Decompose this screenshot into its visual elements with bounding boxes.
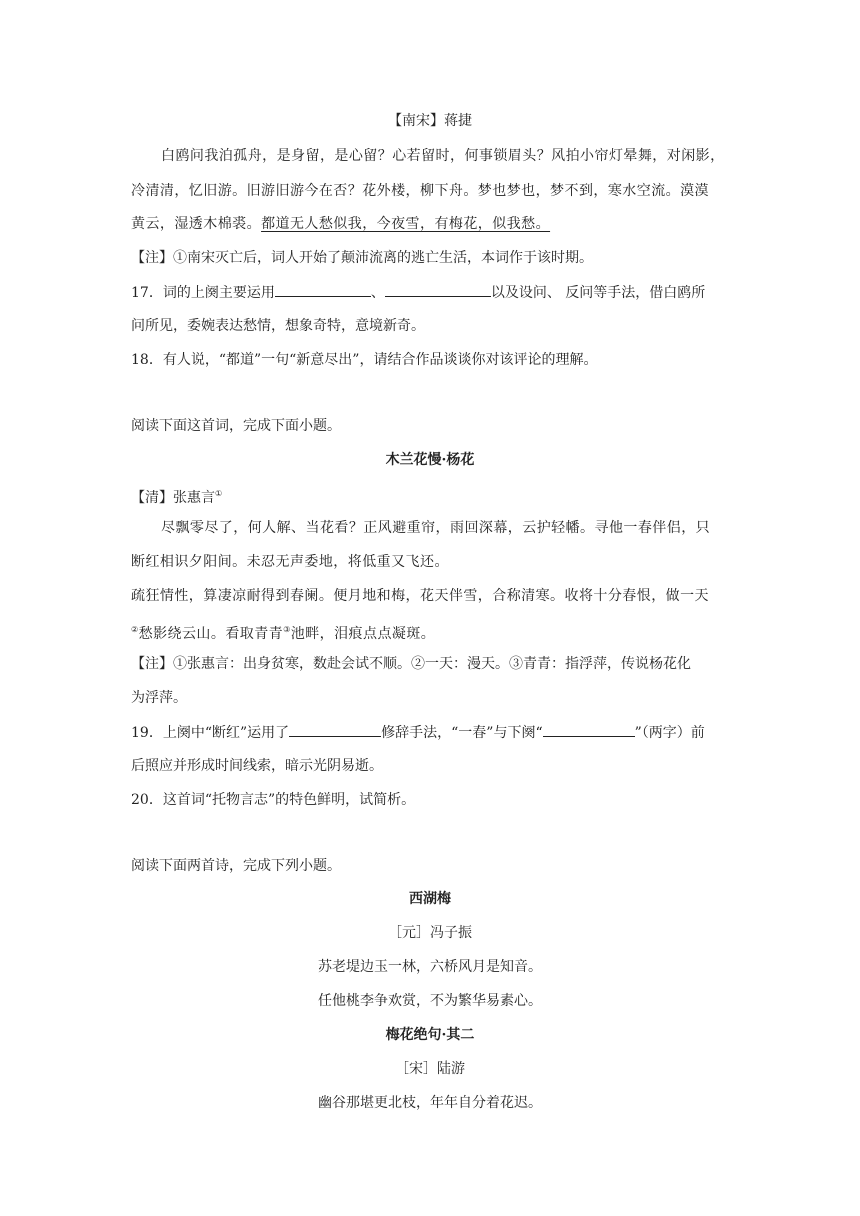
answer-blank[interactable] <box>543 722 635 737</box>
poem4-title: 梅花绝句·其二 <box>385 1027 475 1043</box>
poem1-line: 白鸥问我泊孤舟，是身留，是心留？心若留时，何事锁眉头？风拍小帘灯晕舞，对闲影， <box>161 148 725 164</box>
poem1-note: 【注】①南宋灭亡后，词人开始了颠沛流离的逃亡生活，本词作于该时期。 <box>131 250 593 266</box>
answer-blank[interactable] <box>385 282 491 297</box>
poem3-line: 任他桃李争欢赏，不为繁华易素心。 <box>318 993 542 1009</box>
poem2-note: 【注】①张惠言：出身贫寒，数赴会试不顺。②一天：漫天。③青青：指浮萍，传说杨花化 <box>131 656 691 672</box>
poem1-line: 冷清清，忆旧游。旧游旧游今在否？花外楼，柳下舟。梦也梦也，梦不到，寒水空流。漠漠 <box>131 183 709 199</box>
poem2-line: 尽飘零尽了，何人解、当花看？正风避重帘，雨回深幕，云护轻幡。寻他一春伴侣，只 <box>161 520 711 536</box>
poem2-line: 疏狂情性，算凄凉耐得到春阑。便月地和梅，花天伴雪，合称清寒。收将十分春恨，做一天 <box>131 588 709 604</box>
poem4-author: ［宋］陆游 <box>395 1061 465 1077</box>
poem1-author: 【南宋】蒋捷 <box>388 113 472 129</box>
poem3-line: 苏老堤边玉一林，六桥风月是知音。 <box>318 959 542 975</box>
poem2-author: 【清】张惠言① <box>131 489 223 506</box>
reading-instruction: 阅读下面两首诗，完成下列小题。 <box>131 858 341 874</box>
poem2-title: 木兰花慢·杨花 <box>385 452 475 468</box>
poem1-line <box>131 214 731 234</box>
question-19: 19．上阕中“断红”运用了 修辞手法，“一春”与下阕“ ”（两字）前 <box>131 722 731 743</box>
poem2-line: 断红相识夕阳间。未忍无声委地，将低重又飞还。 <box>131 554 449 570</box>
poem2-line: ②愁影绕云山。看取青青③池畔，泪痕点点凝斑。 <box>131 625 436 642</box>
poem1-text: 黄云，湿透木棉裘。 <box>131 216 262 232</box>
poem2-note-cont: 为浮萍。 <box>131 690 187 706</box>
question-17-cont: 问所见，委婉表达愁情，想象奇特，意境新奇。 <box>131 318 425 334</box>
answer-blank[interactable] <box>289 722 381 737</box>
question-17: 17．词的上阕主要运用 、 以及设问、 反问等手法，借白鸥所 <box>131 282 731 303</box>
poem1-underlined-text: 都道无人愁似我，今夜雪，有梅花，似我愁。 <box>261 216 551 232</box>
poem4-line: 幽谷那堪更北枝，年年自分着花迟。 <box>318 1095 542 1111</box>
question-19-cont: 后照应并形成时间线索，暗示光阴易逝。 <box>131 758 383 774</box>
answer-blank[interactable] <box>275 282 371 297</box>
question-18: 18．有人说，“都道”一句“新意尽出”，请结合作品谈谈你对该评论的理解。 <box>131 352 598 368</box>
poem3-title: 西湖梅 <box>409 891 451 907</box>
question-20: 20．这首词“托物言志”的特色鲜明，试简析。 <box>131 792 416 808</box>
reading-instruction: 阅读下面这首词，完成下面小题。 <box>131 418 341 434</box>
poem3-author: ［元］冯子振 <box>388 925 472 941</box>
